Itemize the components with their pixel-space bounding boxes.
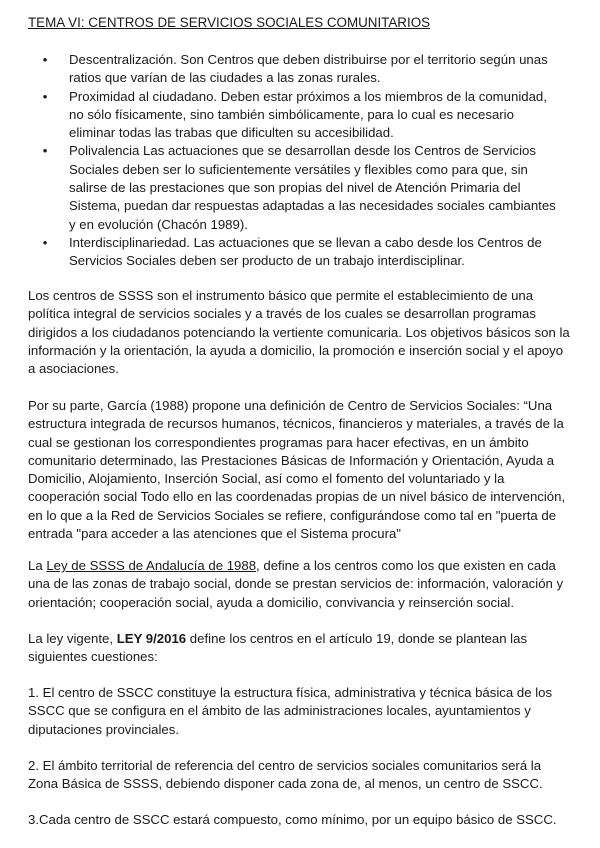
- paragraph-prefix: La: [28, 558, 47, 573]
- paragraph-suffix: , define a los centros como los que existen en cada una de las zonas de trabajo social, donde se prestan servicios de: información, valoración y orientación; cooperación social, ayuda a domicilio, convivancia y reinserción social.: [28, 558, 564, 610]
- bullet-marker: •: [42, 234, 48, 250]
- list-item: [28, 88, 558, 143]
- ley-9-2016-label: LEY 9/2016: [116, 631, 187, 646]
- paragraph-suffix: define los centros en el artículo 19, donde se plantean las siguientes cuestiones:: [28, 631, 528, 665]
- principles-list: [28, 51, 558, 271]
- paragraph-garcia-definition: Por su parte, García (1988) propone una definición de Centro de Servicios Sociales: “Una estructura integrada de recursos humanos, técnicos, financieros y materiales, a través de la cual se gestionan los correspondientes programas para hacer efectivas, en un ámbito comunitario determinado, las Prestaciones Básicas de Información y Orientación, Ayuda a Domicilio, Alojamiento, Inserción Social, así como el fomento del voluntariado y la cooperación social Todo ello en las coordenadas propias de un nivel básico de intervención, en lo que a la Red de Servicios Sociales se refiere, configurándose como tal en "puerta de entrada "para acceder a las atenciones que el Sistema procura": [28, 398, 566, 542]
- numbered-item-3: 3.Cada centro de SSCC estará compuesto, como mínimo, por un equipo básico de SSCC.: [28, 812, 557, 827]
- numbered-item-2: 2. El ámbito territorial de referencia del centro de servicios sociales comunitarios será la Zona Básica de SSSS, debiendo disponer cada zona de, al menos, un centro de SSCC.: [28, 758, 543, 792]
- list-item-text: Polivalencia Las actuaciones que se desarrollan desde los Centros de Servicios Sociales deben ser lo suficientemente versátiles y flexibles como para que, sin salirse de las prestaciones que son propias del nivel de Atención Primaria del Sistema, puedan dar respuestas adaptadas a las necesidades sociales cambiantes y en evolución (Chacón 1989).: [69, 143, 556, 232]
- paragraph-centros-ssss: Los centros de SSSS son el instrumento básico que permite el establecimiento de una política integral de servicios sociales y a través de los cuales se desarrollan programas dirigidos a los ciudadanos potenciando la vertiente comunicaria. Los objetivos básicos son la información y la orientación, la ayuda a domicilio, la promoción e inserción social y el apoyo a asociaciones.: [28, 288, 570, 377]
- paragraph-ley-andalucia: [28, 557, 573, 612]
- paragraph-ley-vigente: [28, 630, 573, 667]
- list-item: [28, 142, 558, 233]
- bullet-marker: •: [42, 143, 48, 159]
- list-item-text: Descentralización. Son Centros que deben distribuirse por el territorio según unas ratios que varían de las ciudades a las zonas rurales.: [69, 52, 548, 86]
- list-item: [28, 51, 558, 88]
- list-item-text: Proximidad al ciudadano. Deben estar próximos a los miembros de la comunidad, no sólo físicamente, sino también simbólicamente, para lo cual es necesario eliminar todas las trabas que dificulten su accesibilidad.: [69, 88, 547, 141]
- ley-andalucia-link[interactable]: Ley de SSSS de Andalucía de 1988: [46, 558, 257, 573]
- document-title: TEMA VI: CENTROS DE SERVICIOS SOCIALES COMUNITARIOS: [28, 15, 431, 30]
- bullet-marker: •: [42, 52, 48, 67]
- numbered-item-1: 1. El centro de SSCC constituye la estructura física, administrativa y técnica básica de los SSCC que se configura en el ámbito de las administraciones locales, ayuntamientos y diputaciones provinciales.: [28, 685, 553, 737]
- list-item: [28, 234, 558, 271]
- paragraph-prefix: La ley vigente,: [28, 631, 117, 646]
- bullet-marker: •: [42, 88, 48, 104]
- list-item-text: Interdisciplinariedad. Las actuaciones que se llevan a cabo desde los Centros de Servicios Sociales deben ser producto de un trabajo interdisciplinar.: [69, 234, 542, 269]
